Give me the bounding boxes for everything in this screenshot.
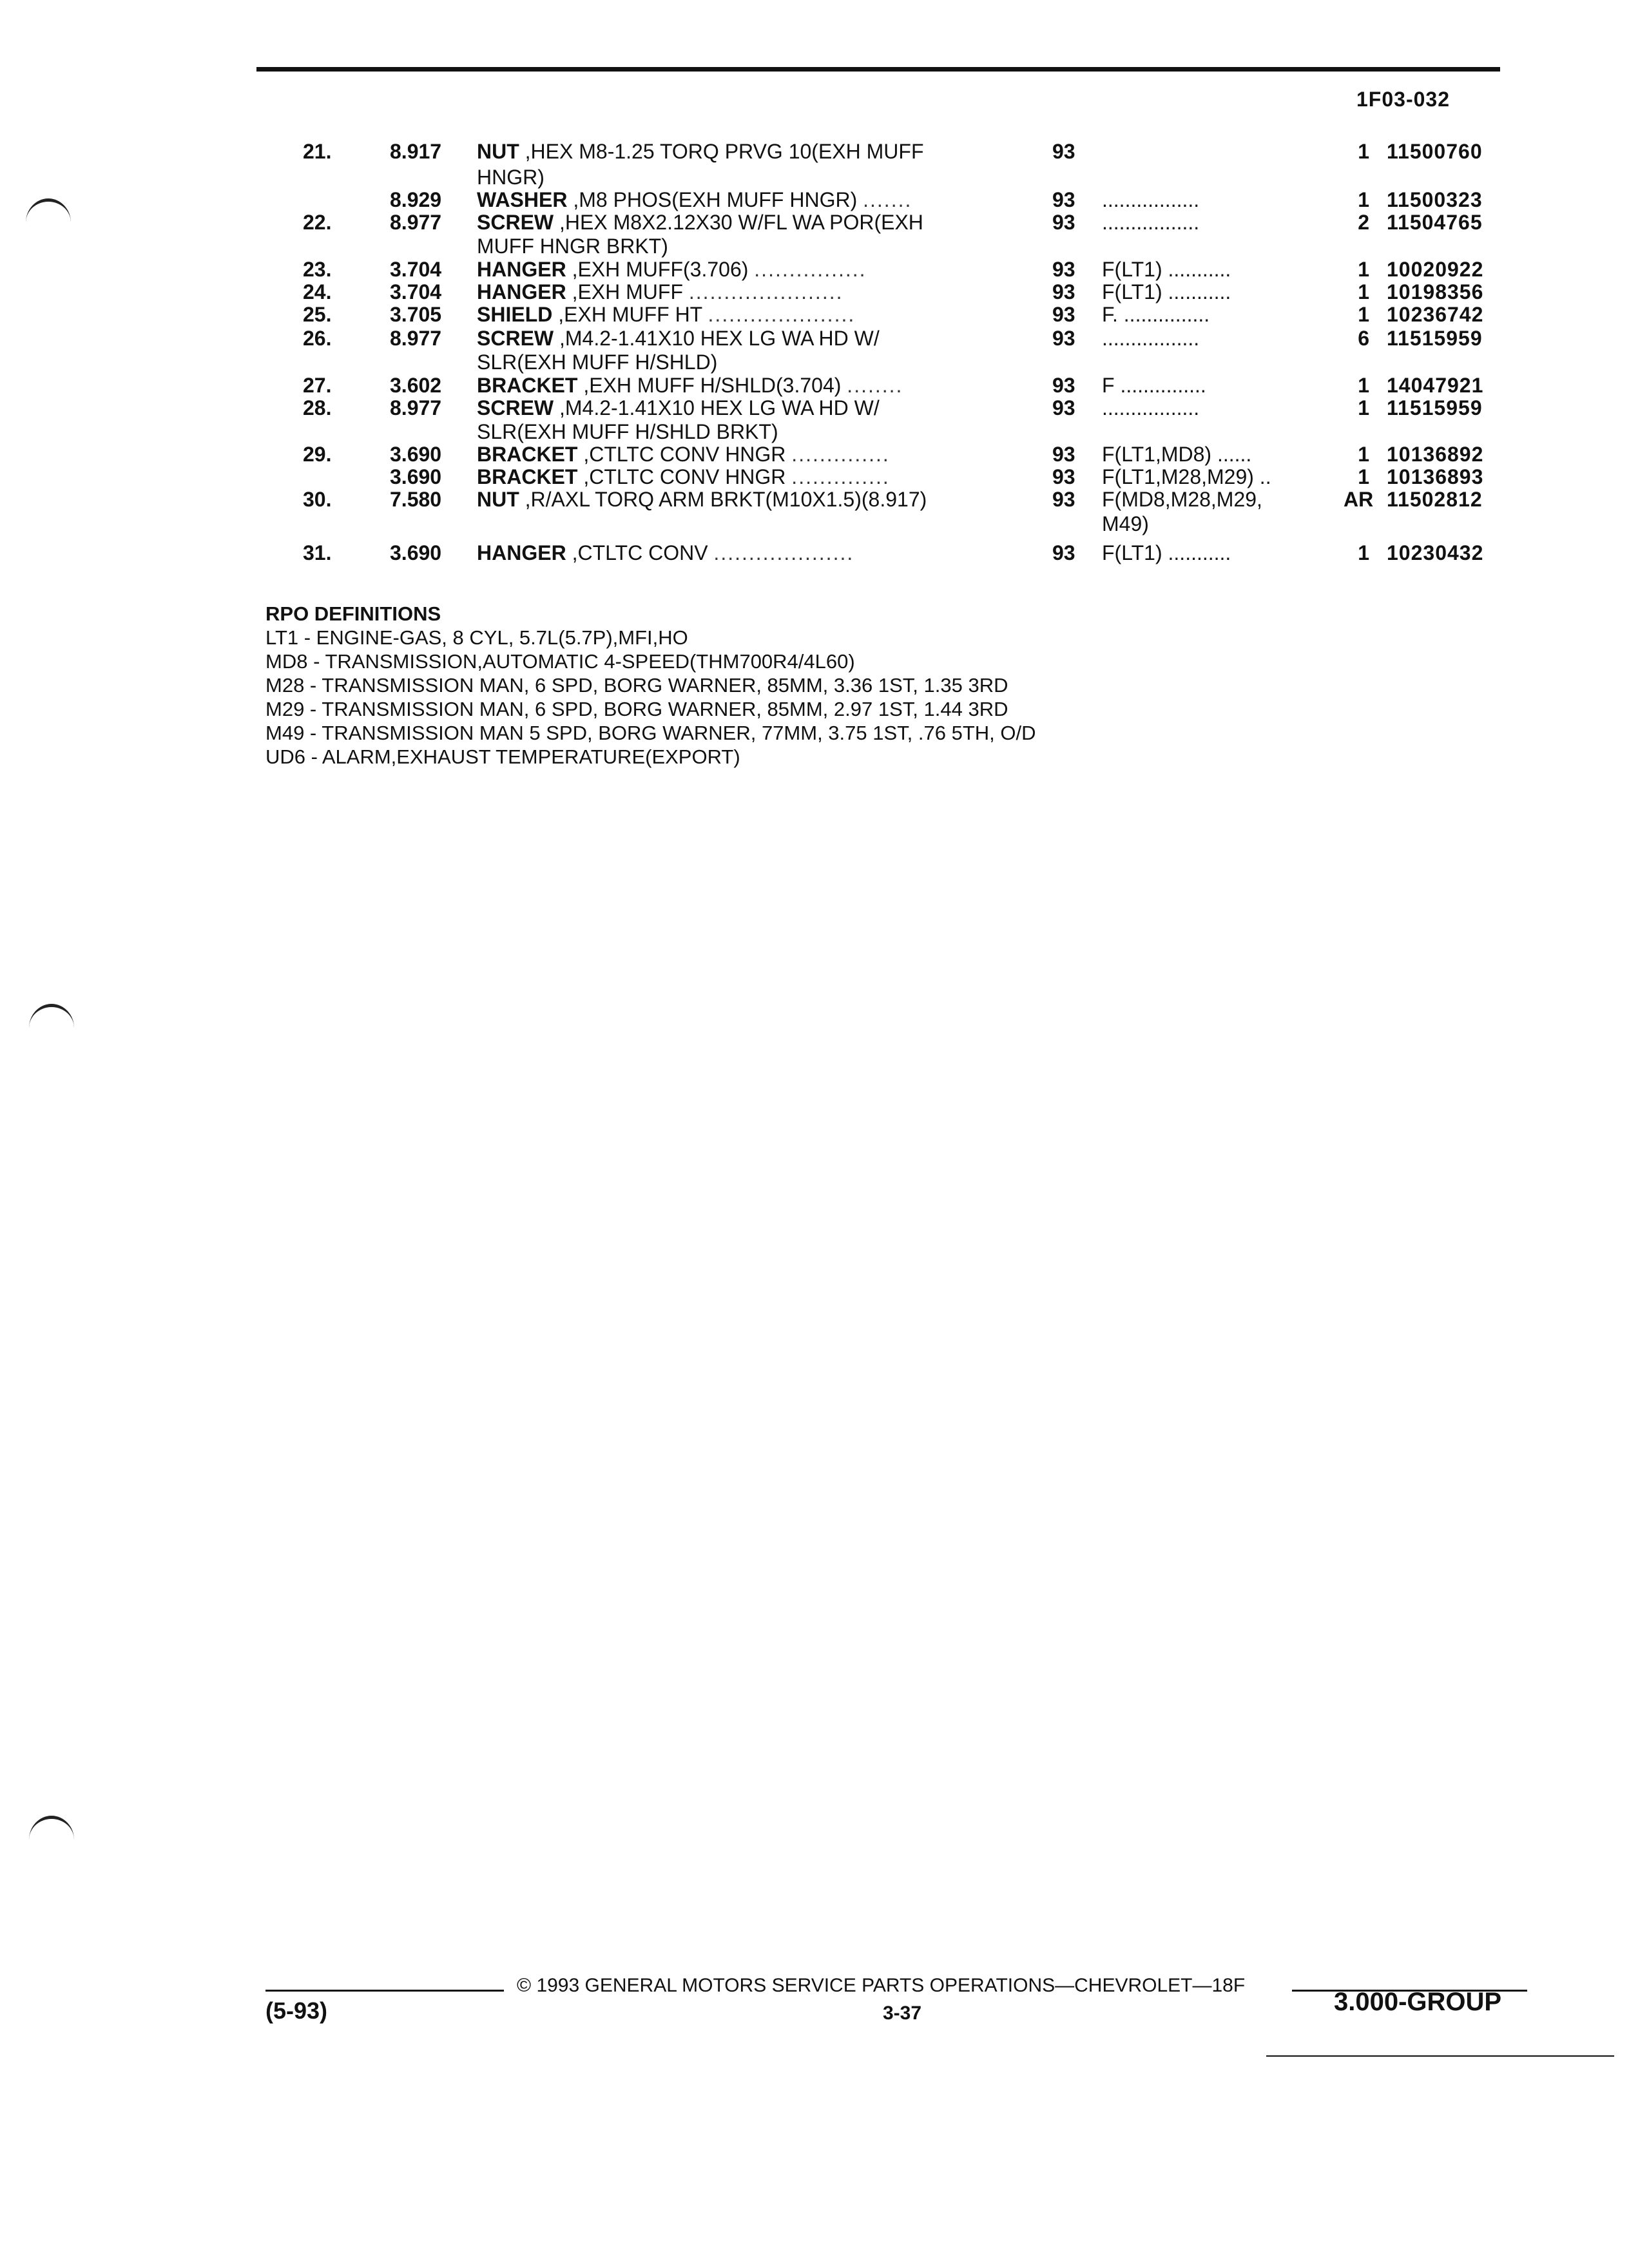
part-row bbox=[0, 139, 1629, 164]
part-row bbox=[0, 164, 1629, 190]
part-name: WASHER bbox=[477, 188, 568, 211]
quantity: 2 bbox=[1358, 211, 1369, 234]
part-description bbox=[477, 164, 1002, 190]
part-row bbox=[0, 540, 1629, 566]
dot-leader: .................... bbox=[713, 541, 854, 564]
item-index: 29. bbox=[303, 443, 332, 466]
model-year: 93 bbox=[1052, 443, 1075, 466]
usage-code: F(MD8,M28,M29, bbox=[1102, 488, 1262, 511]
usage-code: F(LT1) ........... bbox=[1102, 541, 1231, 564]
quantity: 1 bbox=[1358, 465, 1369, 488]
quantity: 1 bbox=[1358, 541, 1369, 564]
rpo-line: M28 - TRANSMISSION MAN, 6 SPD, BORG WARNER, 85MM, 3.36 1ST, 1.35 3RD bbox=[265, 674, 1008, 697]
part-row bbox=[0, 419, 1629, 445]
part-detail: SLR(EXH MUFF H/SHLD) bbox=[477, 351, 718, 374]
quantity: 1 bbox=[1358, 443, 1369, 466]
model-year: 93 bbox=[1052, 465, 1075, 488]
part-description bbox=[477, 349, 1002, 375]
part-description bbox=[477, 302, 1002, 327]
group-label: 3.000-GROUP bbox=[1334, 1988, 1502, 2016]
dot-leader: .............. bbox=[791, 465, 890, 488]
model-year: 93 bbox=[1052, 211, 1075, 234]
part-number: 11500760 bbox=[1387, 140, 1483, 163]
part-number: 11515959 bbox=[1387, 327, 1483, 350]
binder-hole-mark bbox=[29, 1004, 74, 1033]
group-number: 8.977 bbox=[390, 327, 442, 350]
item-index: 31. bbox=[303, 541, 332, 564]
group-number: 3.690 bbox=[390, 443, 442, 466]
part-number: 10236742 bbox=[1387, 303, 1484, 326]
bottom-rule bbox=[1266, 2055, 1614, 2057]
part-row bbox=[0, 486, 1629, 512]
quantity: 1 bbox=[1358, 396, 1369, 419]
part-number: 10230432 bbox=[1387, 541, 1484, 564]
model-year: 93 bbox=[1052, 541, 1075, 564]
part-name: BRACKET bbox=[477, 465, 578, 488]
part-number: 11500323 bbox=[1387, 188, 1483, 211]
dot-leader: ..................... bbox=[708, 303, 856, 326]
binder-hole-mark bbox=[29, 1816, 74, 1845]
part-name: BRACKET bbox=[477, 443, 578, 466]
group-number: 3.602 bbox=[390, 374, 442, 397]
quantity: AR bbox=[1344, 488, 1374, 511]
part-row bbox=[0, 233, 1629, 259]
usage-code: F ............... bbox=[1102, 374, 1206, 397]
model-year: 93 bbox=[1052, 327, 1075, 350]
rpo-line: M29 - TRANSMISSION MAN, 6 SPD, BORG WARNER, 85MM, 2.97 1ST, 1.44 3RD bbox=[265, 698, 1008, 720]
rpo-definitions bbox=[265, 602, 1036, 769]
part-description bbox=[477, 441, 1002, 467]
model-year: 93 bbox=[1052, 258, 1075, 281]
part-number: 10136892 bbox=[1387, 443, 1484, 466]
part-number: 14047921 bbox=[1387, 374, 1484, 397]
page-number: 3-37 bbox=[883, 2003, 922, 2024]
group-number: 3.704 bbox=[390, 258, 442, 281]
part-row bbox=[0, 209, 1629, 235]
item-index: 23. bbox=[303, 258, 332, 281]
part-row bbox=[0, 349, 1629, 375]
part-name: NUT bbox=[477, 488, 519, 511]
part-detail: ,EXH MUFF H/SHLD(3.704) bbox=[583, 374, 842, 397]
quantity: 1 bbox=[1358, 280, 1369, 303]
part-detail: ,CTLTC CONV HNGR bbox=[583, 465, 786, 488]
group-number: 8.977 bbox=[390, 211, 442, 234]
page-id: 1F03-032 bbox=[1356, 88, 1450, 111]
usage-code: ................. bbox=[1102, 327, 1200, 350]
model-year: 93 bbox=[1052, 374, 1075, 397]
item-index: 27. bbox=[303, 374, 332, 397]
dot-leader: ........ bbox=[847, 374, 903, 397]
part-row bbox=[0, 302, 1629, 327]
part-detail: ,M8 PHOS(EXH MUFF HNGR) bbox=[573, 188, 858, 211]
dot-leader: ...................... bbox=[688, 280, 843, 303]
part-row bbox=[0, 372, 1629, 398]
usage-code: ................. bbox=[1102, 396, 1200, 419]
part-detail: ,EXH MUFF(3.706) bbox=[572, 258, 749, 281]
part-description bbox=[477, 486, 1002, 512]
rpo-line: UD6 - ALARM,EXHAUST TEMPERATURE(EXPORT) bbox=[265, 745, 740, 768]
usage-code: M49) bbox=[1102, 512, 1149, 535]
part-row bbox=[0, 511, 1629, 537]
item-index: 22. bbox=[303, 211, 332, 234]
part-description bbox=[477, 325, 1002, 351]
usage-code: F. ............... bbox=[1102, 303, 1210, 326]
part-description bbox=[477, 256, 1002, 282]
rpo-heading: RPO DEFINITIONS bbox=[265, 602, 441, 625]
part-name: SHIELD bbox=[477, 303, 553, 326]
part-description bbox=[477, 395, 1002, 421]
part-detail: MUFF HNGR BRKT) bbox=[477, 235, 668, 258]
part-detail: HNGR) bbox=[477, 166, 545, 189]
part-detail: ,M4.2-1.41X10 HEX LG WA HD W/ bbox=[559, 396, 880, 419]
usage-code: F(LT1,MD8) ...... bbox=[1102, 443, 1252, 466]
part-detail: SLR(EXH MUFF H/SHLD BRKT) bbox=[477, 420, 778, 443]
model-year: 93 bbox=[1052, 488, 1075, 511]
part-number: 11515959 bbox=[1387, 396, 1483, 419]
part-name: HANGER bbox=[477, 280, 566, 303]
model-year: 93 bbox=[1052, 188, 1075, 211]
part-number: 10136893 bbox=[1387, 465, 1484, 488]
part-name: SCREW bbox=[477, 211, 554, 234]
part-detail: ,CTLTC CONV bbox=[572, 541, 708, 564]
top-rule bbox=[256, 67, 1500, 72]
part-detail: ,EXH MUFF bbox=[572, 280, 683, 303]
quantity: 1 bbox=[1358, 303, 1369, 326]
part-description bbox=[477, 139, 1002, 164]
part-detail: ,R/AXL TORQ ARM BRKT(M10X1.5)(8.917) bbox=[525, 488, 927, 511]
usage-code: F(LT1) ........... bbox=[1102, 258, 1231, 281]
part-row bbox=[0, 187, 1629, 213]
quantity: 1 bbox=[1358, 188, 1369, 211]
part-name: HANGER bbox=[477, 258, 566, 281]
part-row bbox=[0, 325, 1629, 351]
part-number: 11504765 bbox=[1387, 211, 1483, 234]
rpo-line: LT1 - ENGINE-GAS, 8 CYL, 5.7L(5.7P),MFI,HO bbox=[265, 626, 688, 649]
part-number: 10198356 bbox=[1387, 280, 1484, 303]
group-number: 8.977 bbox=[390, 396, 442, 419]
usage-code: F(LT1,M28,M29) .. bbox=[1102, 465, 1271, 488]
part-detail: ,HEX M8X2.12X30 W/FL WA POR(EXH bbox=[559, 211, 923, 234]
part-number: 10020922 bbox=[1387, 258, 1484, 281]
quantity: 1 bbox=[1358, 258, 1369, 281]
part-name: SCREW bbox=[477, 396, 554, 419]
item-index: 26. bbox=[303, 327, 332, 350]
group-number: 3.690 bbox=[390, 465, 442, 488]
part-detail: ,CTLTC CONV HNGR bbox=[583, 443, 786, 466]
part-detail: ,EXH MUFF HT bbox=[558, 303, 702, 326]
group-number: 8.929 bbox=[390, 188, 442, 211]
part-name: BRACKET bbox=[477, 374, 578, 397]
dot-leader: ................ bbox=[754, 258, 867, 281]
part-number: 11502812 bbox=[1387, 488, 1483, 511]
part-detail: ,M4.2-1.41X10 HEX LG WA HD W/ bbox=[559, 327, 880, 350]
quantity: 6 bbox=[1358, 327, 1369, 350]
part-description bbox=[477, 279, 1002, 305]
model-year: 93 bbox=[1052, 140, 1075, 163]
usage-code: ................. bbox=[1102, 211, 1200, 234]
model-year: 93 bbox=[1052, 303, 1075, 326]
dot-leader: ....... bbox=[863, 188, 912, 211]
footer-copyright: © 1993 GENERAL MOTORS SERVICE PARTS OPERATIONS—CHEVROLET—18F bbox=[517, 1975, 1246, 1996]
part-description bbox=[477, 209, 1002, 235]
rpo-line: MD8 - TRANSMISSION,AUTOMATIC 4-SPEED(THM700R4/4L60) bbox=[265, 650, 855, 673]
usage-code: ................. bbox=[1102, 188, 1200, 211]
usage-code: F(LT1) ........... bbox=[1102, 280, 1231, 303]
footer-left-rule bbox=[265, 1990, 504, 1992]
dot-leader: .............. bbox=[791, 443, 890, 466]
item-index: 28. bbox=[303, 396, 332, 419]
part-description bbox=[477, 372, 1002, 398]
part-description bbox=[477, 464, 1002, 490]
group-number: 8.917 bbox=[390, 140, 442, 163]
quantity: 1 bbox=[1358, 140, 1369, 163]
part-description bbox=[477, 187, 1002, 213]
part-row bbox=[0, 441, 1629, 467]
part-name: HANGER bbox=[477, 541, 566, 564]
footer-date: (5-93) bbox=[265, 1997, 328, 2024]
part-description bbox=[477, 419, 1002, 445]
item-index: 21. bbox=[303, 140, 332, 163]
part-name: NUT bbox=[477, 140, 519, 163]
part-row bbox=[0, 395, 1629, 421]
part-row bbox=[0, 464, 1629, 490]
model-year: 93 bbox=[1052, 280, 1075, 303]
part-name: SCREW bbox=[477, 327, 554, 350]
item-index: 25. bbox=[303, 303, 332, 326]
part-description bbox=[477, 233, 1002, 259]
part-row bbox=[0, 279, 1629, 305]
rpo-line: M49 - TRANSMISSION MAN 5 SPD, BORG WARNER, 77MM, 3.75 1ST, .76 5TH, O/D bbox=[265, 722, 1036, 744]
quantity: 1 bbox=[1358, 374, 1369, 397]
group-number: 3.705 bbox=[390, 303, 442, 326]
model-year: 93 bbox=[1052, 396, 1075, 419]
part-row bbox=[0, 256, 1629, 282]
group-number: 3.704 bbox=[390, 280, 442, 303]
group-number: 7.580 bbox=[390, 488, 442, 511]
item-index: 30. bbox=[303, 488, 332, 511]
part-detail: ,HEX M8-1.25 TORQ PRVG 10(EXH MUFF bbox=[525, 140, 924, 163]
item-index: 24. bbox=[303, 280, 332, 303]
group-number: 3.690 bbox=[390, 541, 442, 564]
part-description bbox=[477, 540, 1002, 566]
